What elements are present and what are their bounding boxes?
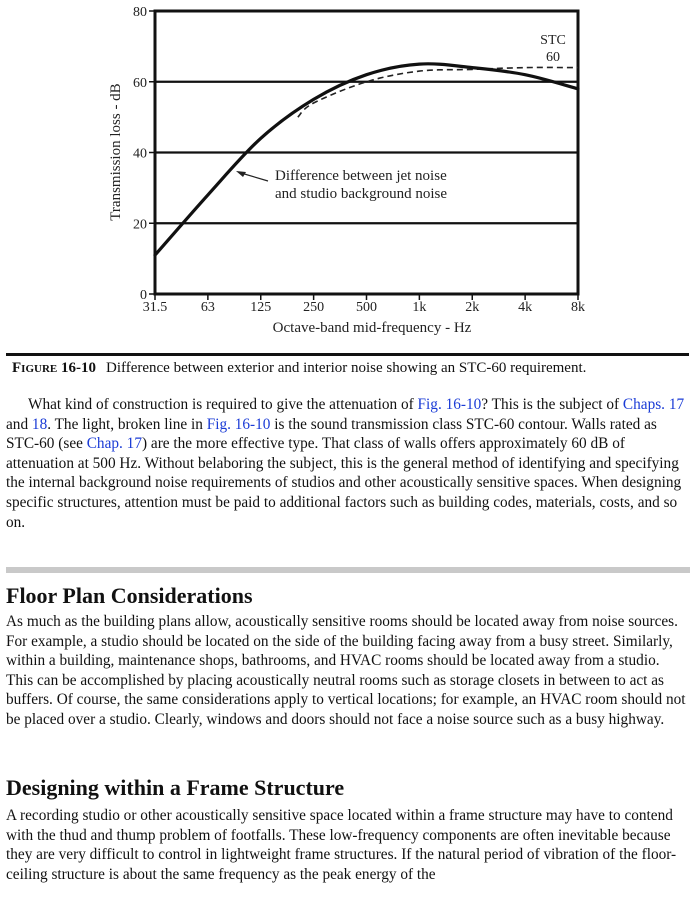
y-tick-label-40: 40 xyxy=(133,146,147,162)
noise-difference-curve xyxy=(155,64,578,255)
stc-label-line-1: STC xyxy=(540,33,566,48)
y-axis-ticks xyxy=(133,5,155,303)
y-tick-label-20: 20 xyxy=(133,217,147,233)
stc-label-line-2: 60 xyxy=(546,50,560,65)
stc-60-dashed-line xyxy=(298,67,578,117)
transmission-loss-chart xyxy=(0,0,695,345)
caption-rule xyxy=(6,353,689,356)
chap-17-link[interactable]: Chap. 17 xyxy=(86,435,142,453)
annotation-pointer xyxy=(241,173,268,181)
chap-18-link[interactable]: 18 xyxy=(31,415,48,433)
curve-label-line-1: Difference between jet noise xyxy=(275,168,447,184)
body-paragraph-frame-structure: A recording studio or other acoustically sensitive space located within a frame structure may have to contend with the thud and thump problem of footfalls. These low-frequency components are often inevitable because they are very difficult to control in lightweight frame structures. If the natural period of vibration of the floor-ceiling structure is about the same frequency as the peak energy of the xyxy=(6,807,677,883)
figure-label: Figure 16-10 xyxy=(12,360,96,376)
annotation-arrowhead xyxy=(236,171,246,177)
x-axis-label: Octave-band mid-frequency - Hz xyxy=(272,320,472,336)
para1-text-1: What kind of construction is required to give the attenuation of xyxy=(28,396,418,413)
x-tick-label-500: 500 xyxy=(356,300,377,315)
x-tick-label-125: 125 xyxy=(250,300,272,315)
section-heading-floor-plan: Floor Plan Considerations xyxy=(6,583,253,608)
y-axis-label: Transmission loss - dB xyxy=(108,83,124,221)
y-tick-label-80: 80 xyxy=(133,5,147,20)
x-tick-label-31.5: 31.5 xyxy=(142,300,168,315)
x-tick-label-2k: 2k xyxy=(465,300,480,315)
chaps-17-link[interactable]: Chaps. 17 xyxy=(622,396,685,413)
fig-16-10-link-2[interactable]: Fig. 16-10 xyxy=(206,415,271,433)
para1-text-5: is the sound transmission class STC-60 contour. Walls rated as STC-60 (see xyxy=(6,415,657,453)
curve-label-line-2: and studio background noise xyxy=(275,186,448,202)
para1-text-6: ) are the more effective type. That class of walls offers approximately 60 dB of attenuation at 500 Hz. Without belaboring the subject, this is the general method of identifying and specifying the internal background noise requirements of studios and other acoustically sensitive spaces. When designing specific structures, attention must be paid to additional factors such as building codes, materials, costs, and so on. xyxy=(6,435,682,531)
grid-layer xyxy=(155,82,578,224)
para1-text-4: . The light, broken line in xyxy=(47,415,207,433)
body-paragraph-floor-plan: As much as the building plans allow, acoustically sensitive rooms should be located away from noise sources. For example, a studio should be located on the side of the building facing away from a busy street. Similarly, within a building, maintenance shops, bathrooms, and HVAC rooms should be located away from a studio. This can be accomplished by placing acoustically neutral rooms such as storage closets in between to act as buffers. Of course, the same considerations apply to vertical locations; for example, an HVAC room should not be placed over a studio. Clearly, windows and doors should not face a noise source such as a busy highway. xyxy=(6,613,686,728)
x-tick-label-63: 63 xyxy=(200,300,215,315)
x-axis-ticks xyxy=(143,294,585,315)
para1-text-3: and xyxy=(6,415,32,433)
x-tick-label-4k: 4k xyxy=(518,300,533,315)
x-tick-label-1k: 1k xyxy=(412,300,427,315)
figure-caption xyxy=(12,358,586,378)
x-tick-label-8k: 8k xyxy=(571,300,585,315)
section-heading-frame-structure: Designing within a Frame Structure xyxy=(6,775,345,800)
body-paragraph-1 xyxy=(6,395,689,532)
y-tick-label-0: 0 xyxy=(140,288,147,303)
x-tick-label-250: 250 xyxy=(303,300,325,315)
figure-caption-text: Difference between exterior and interior noise showing an STC-60 requirement. xyxy=(105,360,587,376)
y-tick-label-60: 60 xyxy=(133,75,147,91)
fig-16-10-link[interactable]: Fig. 16-10 xyxy=(417,396,482,413)
para1-text-2: ? This is the subject of xyxy=(481,396,623,413)
section-divider xyxy=(6,567,690,573)
